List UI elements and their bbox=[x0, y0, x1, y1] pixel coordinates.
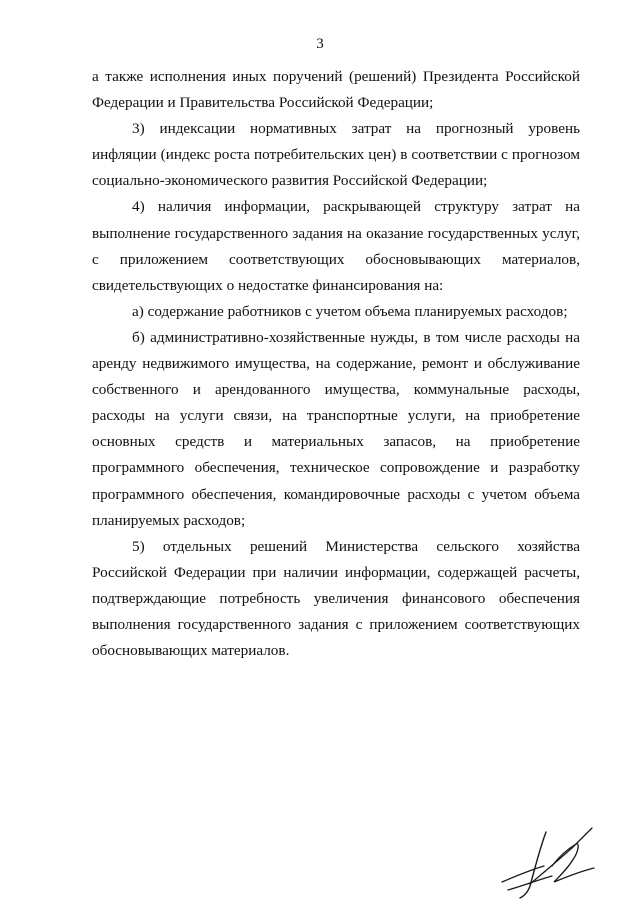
signature bbox=[494, 818, 604, 900]
paragraph-item-5: 5) отдельных решений Министерства сельского хозяйства Российской Федерации при наличии информации, содержащей расчеты, подтверждающие потребность увеличения финансового обеспечения выполнения государственного задания с приложением соответствующих обосновывающих материалов. bbox=[92, 537, 580, 660]
paragraph-subitem-a: а) содержание работников с учетом объема планируемых расходов; bbox=[132, 302, 568, 320]
paragraph-item-4: 4) наличия информации, раскрывающей структуру затрат на выполнение государственного задания на оказание государственных услуг, с приложением соответствующих обосновывающих материалов, свидетельствующих о недостатке финансирования на: bbox=[92, 198, 580, 294]
paragraph-continuation: а также исполнения иных поручений (решений) Президента Российской Федерации и Правительства Российской Федерации; bbox=[92, 68, 580, 112]
page-number: 3 bbox=[316, 36, 324, 52]
document-body bbox=[92, 64, 580, 664]
paragraph-subitem-b: б) административно-хозяйственные нужды, в том числе расходы на аренду недвижимого имущества, на содержание, ремонт и обслуживание собственного и арендованного имущества, коммунальные расходы, расходы на услуги связи, на транспортные услуги, на приобретение основных средств и материальных запасов, на приобретение программного обеспечения, техническое сопровождение и разработку программного обеспечения, командировочные расходы с учетом объема планируемых расходов; bbox=[92, 328, 580, 529]
paragraph-item-3: 3) индексации нормативных затрат на прогнозный уровень инфляции (индекс роста потребительских цен) в соответствии с прогнозом социально-экономического развития Российской Федерации; bbox=[92, 120, 580, 190]
